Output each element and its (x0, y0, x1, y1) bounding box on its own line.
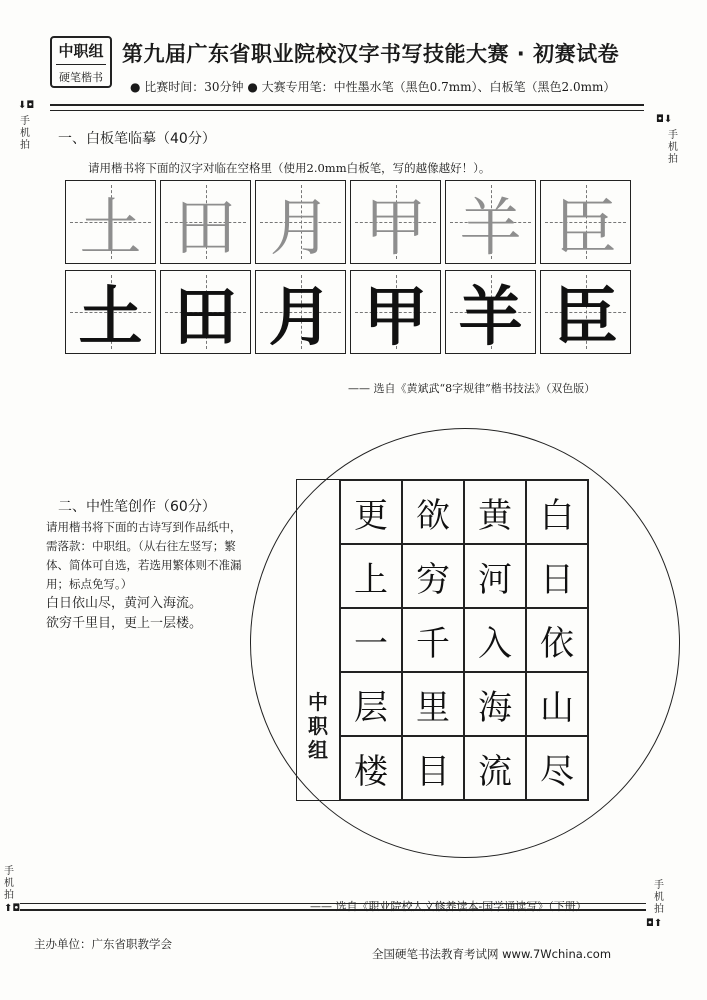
poem-cell[interactable]: 楼 (340, 736, 402, 800)
camera-arrow-icon-bottom-left: ⬆◘ (4, 903, 21, 914)
poem-cell[interactable]: 千 (402, 608, 464, 672)
section1-instruction: 请用楷书将下面的汉字对临在空格里（使用2.0mm白板笔，写的越像越好！）。 (88, 161, 491, 175)
model-cell (255, 270, 346, 354)
side-mark-top-left: 手机拍 (20, 116, 30, 151)
poem-cell[interactable]: 一 (340, 608, 402, 672)
model-cell (540, 270, 631, 354)
poem-cell[interactable]: 目 (402, 736, 464, 800)
poem-cell[interactable]: 更 (340, 480, 402, 544)
copy-cell[interactable] (445, 180, 536, 264)
poem-cell[interactable]: 层 (340, 672, 402, 736)
poem-cell[interactable]: 山 (526, 672, 588, 736)
written-char: 土 (79, 190, 142, 264)
badge-style: 硬笔楷书 (59, 71, 103, 84)
written-char: 羊 (459, 190, 522, 264)
model-cell (65, 270, 156, 354)
poem-cell[interactable]: 河 (464, 544, 526, 608)
camera-arrow-icon-top-left: ⬇◘ (18, 100, 35, 111)
model-cell (160, 270, 251, 354)
model-char: 田 (173, 280, 238, 355)
section1-heading: 一、白板笔临摹（40分） (58, 131, 216, 147)
written-char: 甲 (364, 190, 427, 264)
poem-cell[interactable]: 欲 (402, 480, 464, 544)
poem-cell[interactable]: 穷 (402, 544, 464, 608)
poem-cell[interactable]: 海 (464, 672, 526, 736)
signature-text: 中职组 (308, 690, 328, 762)
poem-grid (339, 479, 589, 801)
badge-divider (56, 64, 106, 65)
model-char: 土 (78, 280, 143, 355)
model-cell (350, 270, 441, 354)
side-mark-bottom-right: 手机拍 (654, 880, 664, 915)
poem-cell[interactable]: 依 (526, 608, 588, 672)
section2-source: —— 选自《职业院校人文修养读本-国学诵读写》（下册） (310, 900, 587, 913)
poem-cell[interactable]: 白 (526, 480, 588, 544)
model-cell (445, 270, 536, 354)
poem-cell[interactable]: 尽 (526, 736, 588, 800)
poem-cell[interactable]: 上 (340, 544, 402, 608)
exam-info: ● 比赛时间：30分钟 ● 大赛专用笔：中性墨水笔（黑色0.7mm）、白板笔（黑色2.0mm） (130, 80, 616, 94)
badge-group: 中职组 (58, 42, 104, 60)
header-rule-thick (50, 104, 644, 106)
model-char: 甲 (363, 280, 428, 355)
copy-row-written (65, 180, 631, 264)
poem-cell[interactable]: 黄 (464, 480, 526, 544)
footer-rule-thin (20, 903, 646, 904)
model-char: 月 (268, 280, 333, 355)
copy-cell[interactable] (540, 180, 631, 264)
model-char: 羊 (458, 280, 523, 355)
written-char: 月 (269, 190, 332, 264)
copy-cell[interactable] (160, 180, 251, 264)
poem-line-2: 欲穷千里目，更上一层楼。 (46, 616, 203, 631)
side-mark-bottom-left: 手机拍 (4, 866, 14, 901)
organizer: 主办单位：广东省职教学会 (34, 937, 172, 951)
footer-rule-thick (20, 909, 646, 911)
website: 全国硬笔书法教育考试网 www.7Wchina.com (372, 947, 612, 961)
header-rule-thin (50, 110, 644, 111)
section1-source: —— 选自《黄斌武“8字规律”楷书技法》（双色版） (348, 382, 596, 395)
copy-row-model (65, 270, 631, 354)
camera-arrow-icon-bottom-right: ◘⬆ (646, 918, 663, 929)
copy-cell[interactable] (255, 180, 346, 264)
written-char: 田 (174, 190, 237, 264)
poem-line-1: 白日依山尽，黄河入海流。 (46, 596, 203, 611)
written-char: 臣 (554, 190, 617, 264)
section2-instruction: 请用楷书将下面的古诗写到作品纸中，需落款：中职组。（从右往左竖写；繁体、简体可自选，若选用繁体则不准漏用；标点免写。） (46, 520, 242, 591)
side-mark-top-right: 手机拍 (668, 130, 678, 165)
poem-cell[interactable]: 入 (464, 608, 526, 672)
poem-cell[interactable]: 里 (402, 672, 464, 736)
category-badge (50, 36, 112, 88)
section2-heading: 二、中性笔创作（60分） (58, 499, 216, 515)
model-char: 臣 (553, 280, 618, 355)
camera-arrow-icon-top-right: ◘⬇ (656, 114, 673, 125)
copy-cell[interactable] (350, 180, 441, 264)
poem-cell[interactable]: 流 (464, 736, 526, 800)
copy-cell[interactable] (65, 180, 156, 264)
poem-cell[interactable]: 日 (526, 544, 588, 608)
page-title: 第九届广东省职业院校汉字书写技能大赛 · 初赛试卷 (122, 42, 620, 66)
